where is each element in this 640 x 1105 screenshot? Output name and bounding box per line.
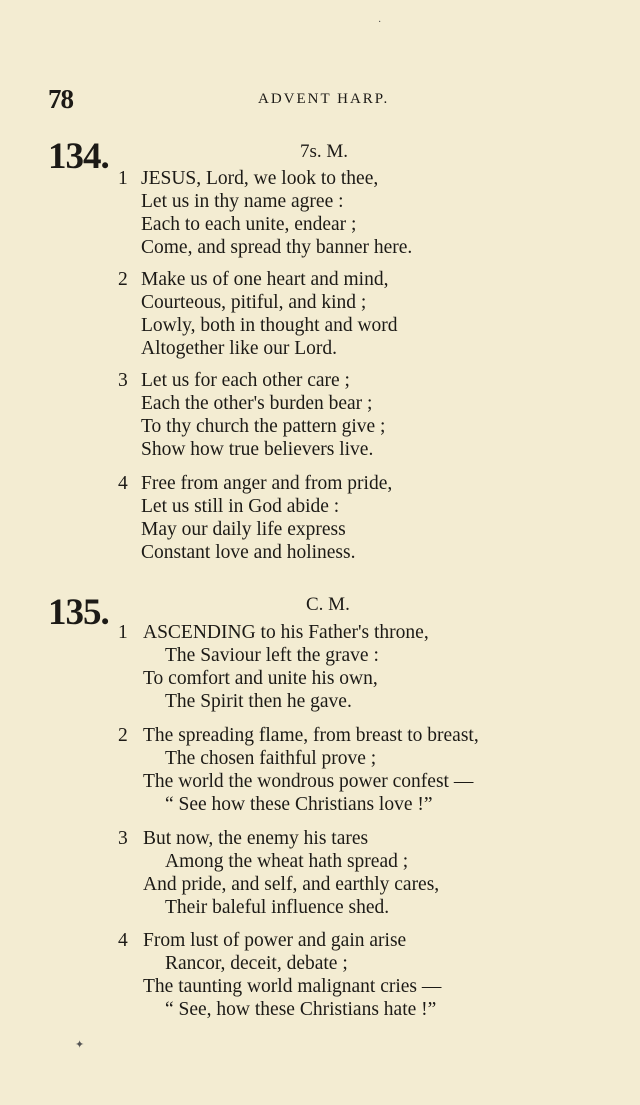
verse-line: Show how true believers live. bbox=[141, 439, 374, 460]
hymn-number: 135. bbox=[48, 592, 109, 633]
verse-number: 3 bbox=[118, 370, 128, 391]
verse-number: 2 bbox=[118, 269, 128, 290]
verse-line: Come, and spread thy banner here. bbox=[141, 237, 413, 258]
verse-line: The chosen faithful prove ; bbox=[165, 748, 377, 769]
verse-line: 4 From lust of power and gain arise bbox=[118, 930, 407, 951]
verse-line: Their baleful influence shed. bbox=[165, 897, 390, 918]
verse-line: To thy church the pattern give ; bbox=[141, 416, 386, 437]
hymn-number: 134. bbox=[48, 136, 109, 177]
verse-line: 3 Let us for each other care ; bbox=[118, 370, 350, 391]
printer-dot: · bbox=[378, 17, 382, 28]
verse-line: Altogether like our Lord. bbox=[141, 338, 338, 359]
verse-line: And pride, and self, and earthly cares, bbox=[143, 874, 440, 895]
verse-line: “ See, how these Christians hate !” bbox=[165, 999, 437, 1020]
verse-number: 1 bbox=[118, 168, 128, 189]
verse-line: Constant love and holiness. bbox=[141, 542, 356, 563]
verse-number: 4 bbox=[118, 930, 128, 951]
verse-line: Among the wheat hath spread ; bbox=[165, 851, 409, 872]
verse-line: Each the other's burden bear ; bbox=[141, 393, 373, 414]
verse-number: 1 bbox=[118, 622, 128, 643]
verse-line: Each to each unite, endear ; bbox=[141, 214, 357, 235]
verse-line: The world the wondrous power confest — bbox=[143, 771, 474, 792]
verse-line: 3 But now, the enemy his tares bbox=[118, 828, 369, 849]
verse-line: 4 Free from anger and from pride, bbox=[118, 473, 393, 494]
stanza bbox=[118, 369, 588, 461]
verse-line: To comfort and unite his own, bbox=[143, 668, 378, 689]
stanza bbox=[118, 827, 588, 919]
verse-number: 3 bbox=[118, 828, 128, 849]
verse-line: Courteous, pitiful, and kind ; bbox=[141, 292, 367, 313]
stanza bbox=[118, 167, 588, 259]
verse-line: 1 JESUS, Lord, we look to thee, bbox=[118, 168, 379, 189]
stanza bbox=[118, 929, 588, 1021]
stanza bbox=[118, 724, 588, 816]
verse-line: The Saviour left the grave : bbox=[165, 645, 379, 666]
hymn-meter: 7s. M. bbox=[300, 141, 349, 162]
verse-line: Lowly, both in thought and word bbox=[141, 315, 398, 336]
verse-line: 1 ASCENDING to his Father's throne, bbox=[118, 622, 429, 643]
verse-number: 4 bbox=[118, 473, 128, 494]
verse-number: 2 bbox=[118, 725, 128, 746]
verse-line: May our daily life express bbox=[141, 519, 346, 540]
stanza bbox=[118, 472, 588, 564]
verse-line: Let us in thy name agree : bbox=[141, 191, 344, 212]
printer-mark: ✦ bbox=[75, 1039, 85, 1051]
verse-line: 2 Make us of one heart and mind, bbox=[118, 269, 389, 290]
stanza bbox=[118, 621, 588, 713]
running-head: ADVENT HARP. bbox=[258, 91, 390, 107]
verse-line: 2 The spreading flame, from breast to breast, bbox=[118, 725, 479, 746]
hymn-meter: C. M. bbox=[306, 594, 350, 615]
verse-line: The Spirit then he gave. bbox=[165, 691, 352, 712]
verse-line: The taunting world malignant cries — bbox=[143, 976, 442, 997]
page-number: 78 bbox=[48, 84, 73, 114]
verse-line: Rancor, deceit, debate ; bbox=[165, 953, 348, 974]
verse-line: “ See how these Christians love !” bbox=[165, 794, 433, 815]
verse-line: Let us still in God abide : bbox=[141, 496, 340, 517]
stanza bbox=[118, 268, 588, 360]
